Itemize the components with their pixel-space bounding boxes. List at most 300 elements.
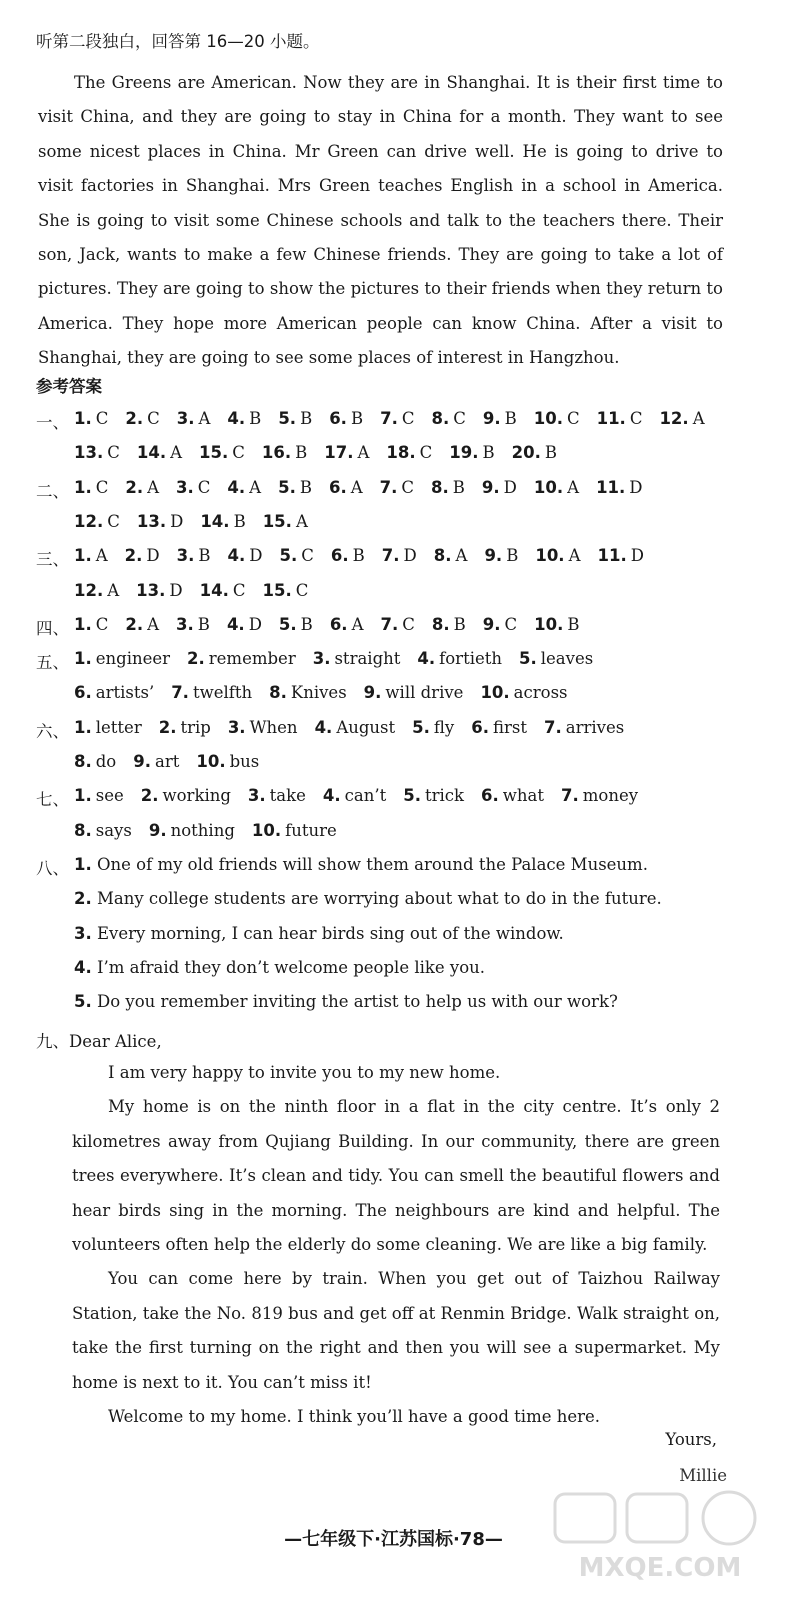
answer-number: 6.: [329, 614, 348, 634]
answer-value: money: [582, 786, 639, 806]
answer-value: twelfth: [192, 683, 253, 703]
answer-number: 3.: [312, 649, 331, 669]
answer-value: art: [155, 752, 180, 771]
sentence-number: 1.: [74, 854, 92, 874]
answer-value: C: [566, 409, 580, 428]
letter-paragraph-3: You can come here by train. When you get out of Taizhou Railway Station, take the No. 819 bus and get off at Renmin Bridge. Walk straight on, take the first turning on the right and then you will see a supermarket. My home is next to it. You can’t miss it!: [72, 1269, 720, 1392]
answer-value: D: [146, 546, 160, 566]
answer-value: D: [170, 511, 184, 531]
answer-number: 8.: [433, 546, 452, 566]
answer-number: 9.: [482, 614, 501, 634]
answer-value: B: [299, 477, 312, 497]
answer-value: B: [544, 443, 558, 463]
answer-value: C: [419, 443, 433, 463]
answer-row: [74, 752, 276, 771]
answer-number: 1.: [74, 546, 92, 566]
answer-value: D: [629, 477, 643, 497]
answer-number: 7.: [381, 546, 400, 566]
answer-item: [534, 478, 579, 497]
answer-item: [141, 786, 231, 805]
answer-item: [534, 615, 579, 634]
answer-number: 10.: [196, 752, 226, 771]
letter-signature: Millie: [679, 1466, 727, 1485]
letter-paragraph-2: My home is on the ninth floor in a flat in the city centre. It’s only 2 kilometres away from Qujiang Building. In our community, there are green trees everywhere. It’s clean and tidy. You can smell the beautiful flowers and hear birds sing in the morning. The neighbours are kind and helpful. The volunteers often help the elderly do some cleaning. We are like a big family.: [72, 1097, 720, 1255]
answer-item: [252, 821, 337, 840]
section-label: 三、: [36, 550, 69, 570]
answer-number: 8.: [431, 614, 450, 634]
answer-value: C: [147, 409, 160, 428]
answer-item: [596, 478, 642, 497]
answer-number: 14.: [136, 443, 167, 463]
answer-value: C: [295, 580, 309, 600]
answer-item: [262, 581, 308, 600]
answer-item: [364, 683, 464, 702]
answer-value: D: [503, 477, 517, 497]
answer-item: [74, 478, 108, 497]
answer-item: [659, 409, 704, 428]
answer-item: [534, 409, 580, 428]
answer-value: A: [295, 511, 308, 531]
answer-value: A: [567, 477, 580, 497]
answer-item: [149, 821, 235, 840]
answer-number: 2.: [125, 614, 144, 634]
answer-value: B: [506, 546, 519, 566]
answer-number: 10.: [534, 614, 564, 634]
answer-number: 20.: [511, 443, 541, 463]
answer-sentence: [74, 855, 648, 874]
answer-value: B: [249, 409, 262, 428]
answer-row: [74, 615, 597, 634]
answer-item: [269, 683, 347, 702]
answer-value: D: [249, 546, 263, 566]
answer-value: working: [162, 786, 231, 806]
answer-number: 4.: [322, 786, 341, 806]
answer-number: 5.: [279, 546, 298, 566]
answer-value: C: [401, 409, 415, 428]
answer-value: letter: [95, 717, 142, 737]
answer-value: B: [350, 409, 364, 428]
answer-number: 15.: [262, 580, 292, 600]
answer-item: [431, 409, 465, 428]
answer-item: [125, 409, 159, 428]
answer-number: 8.: [431, 477, 449, 497]
answer-item: [227, 409, 261, 428]
answer-number: 13.: [136, 511, 167, 531]
answer-value: says: [95, 820, 132, 840]
section-label: 一、: [36, 413, 69, 432]
answer-item: [382, 546, 417, 565]
answer-item: [125, 546, 160, 565]
answer-number: 9.: [482, 409, 501, 428]
answer-number: 17.: [324, 443, 354, 463]
answer-value: August: [336, 717, 396, 737]
answer-value: C: [197, 477, 211, 497]
answer-item: [74, 615, 108, 634]
watermark-text: MXQE.COM: [578, 1553, 742, 1583]
answer-value: C: [504, 614, 518, 634]
answer-item: [263, 512, 308, 531]
answer-item: [227, 478, 261, 497]
answer-item: [598, 546, 644, 565]
answer-sentence: [74, 889, 662, 908]
answer-item: [480, 683, 567, 702]
answer-value: A: [455, 546, 468, 566]
answer-value: C: [401, 477, 415, 497]
answer-value: B: [352, 546, 365, 566]
answer-item: [278, 409, 312, 428]
answer-number: 11.: [597, 546, 627, 566]
answer-number: 4.: [314, 717, 333, 737]
answer-number: 1.: [74, 409, 92, 428]
answer-row: [74, 786, 655, 805]
answer-item: [280, 546, 314, 565]
answer-item: [125, 615, 159, 634]
answer-number: 4.: [226, 614, 245, 634]
answer-item: [471, 718, 527, 737]
answer-item: [412, 718, 454, 737]
answer-row: [74, 409, 722, 428]
answer-item: [380, 478, 414, 497]
answer-value: can’t: [344, 786, 387, 806]
answer-value: A: [249, 477, 262, 497]
answer-number: 4.: [227, 409, 246, 428]
answer-number: 14.: [200, 511, 230, 531]
answer-value: Knives: [290, 683, 347, 703]
answer-value: A: [95, 546, 108, 566]
answer-value: will drive: [385, 683, 464, 703]
answer-item: [512, 443, 557, 462]
section-8-label: 八、: [36, 858, 69, 878]
answer-value: C: [95, 409, 109, 428]
answer-item: [483, 409, 517, 428]
answer-item: [177, 409, 211, 428]
answer-number: 6.: [330, 546, 349, 566]
answer-item: [74, 443, 120, 462]
answer-value: future: [285, 820, 337, 840]
sentence-text: Every morning, I can hear birds sing out of the window.: [91, 923, 564, 943]
sentence-text: Many college students are worrying about what to do in the future.: [91, 889, 662, 909]
answer-number: 16.: [261, 443, 292, 463]
sentence-text: I’m afraid they don’t welcome people like you.: [91, 957, 486, 977]
answer-number: 3.: [176, 409, 195, 428]
answer-value: B: [300, 409, 313, 428]
answer-value: C: [107, 443, 120, 463]
sentence-number: 4.: [74, 957, 92, 977]
answer-item: [177, 546, 211, 565]
answer-item: [434, 546, 468, 565]
answer-number: 19.: [449, 443, 479, 463]
answer-number: 10.: [480, 683, 510, 703]
answer-item: [74, 718, 142, 737]
answer-number: 3.: [227, 717, 246, 737]
answer-number: 6.: [471, 717, 489, 737]
answer-number: 2.: [140, 786, 159, 806]
answer-row: [74, 649, 610, 668]
answer-number: 10.: [533, 477, 564, 497]
answer-item: [137, 443, 182, 462]
answer-value: B: [198, 546, 211, 566]
answer-item: [176, 478, 210, 497]
answer-number: 7.: [379, 477, 398, 497]
answer-number: 5.: [519, 649, 537, 669]
answer-value: do: [95, 752, 117, 771]
answer-number: 13.: [74, 443, 104, 463]
answer-item: [74, 581, 119, 600]
answer-number: 2.: [125, 477, 144, 497]
answer-item: [403, 786, 464, 805]
answer-value: A: [107, 580, 120, 600]
letter-closing: Yours,: [665, 1430, 717, 1449]
answer-item: [386, 443, 432, 462]
answer-number: 2.: [187, 649, 205, 669]
monologue-block: [38, 66, 723, 376]
answer-item: [248, 786, 306, 805]
answer-value: A: [147, 477, 160, 497]
answer-number: 9.: [481, 477, 500, 497]
answer-row: [74, 478, 660, 497]
answer-number: 6.: [481, 786, 499, 806]
answer-value: take: [269, 786, 306, 806]
answer-item: [159, 718, 211, 737]
answer-value: D: [630, 546, 644, 566]
answer-row: [74, 443, 574, 462]
answer-value: C: [453, 409, 466, 428]
answer-number: 2.: [158, 717, 177, 737]
answer-number: 8.: [431, 409, 450, 428]
answer-value: C: [232, 580, 246, 600]
answer-number: 1.: [74, 786, 92, 806]
answer-item: [176, 615, 210, 634]
answer-value: C: [402, 614, 415, 634]
answer-row: [74, 683, 585, 702]
answer-value: first: [492, 717, 527, 737]
answer-value: D: [403, 546, 417, 566]
answer-value: B: [300, 614, 313, 634]
answer-row: [74, 581, 325, 600]
letter-body: [72, 1056, 720, 1434]
answer-number: 12.: [74, 511, 104, 531]
answer-item: [483, 615, 517, 634]
answer-value: A: [147, 614, 160, 634]
answer-number: 9.: [363, 683, 382, 703]
answer-value: C: [301, 546, 314, 566]
answer-number: 9.: [148, 820, 167, 840]
answer-number: 1.: [74, 649, 92, 669]
answer-item: [417, 649, 502, 668]
answer-value: engineer: [95, 649, 171, 669]
answer-sentence: [74, 924, 564, 943]
answer-item: [329, 478, 363, 497]
answer-value: A: [350, 477, 363, 497]
answer-number: 6.: [328, 477, 347, 497]
watermark-logo: [545, 1486, 775, 1586]
answer-item: [200, 512, 245, 531]
answer-value: B: [233, 511, 246, 531]
answer-number: 12.: [74, 580, 104, 600]
answer-value: A: [568, 546, 581, 566]
answer-number: 5.: [278, 477, 296, 497]
letter-salutation: Dear Alice,: [69, 1032, 162, 1051]
letter-paragraph-4: Welcome to my home. I think you’ll have a good time here.: [108, 1407, 601, 1427]
section-9-label: 九、: [36, 1032, 69, 1051]
answer-item: [200, 581, 246, 600]
answer-item: [74, 786, 124, 805]
answer-value: fly: [433, 717, 455, 737]
answer-value: D: [248, 614, 262, 634]
answer-item: [449, 443, 494, 462]
answer-item: [597, 409, 643, 428]
answer-number: 13.: [136, 580, 166, 600]
answer-value: D: [169, 580, 183, 600]
answer-number: 9.: [484, 546, 503, 566]
answer-number: 14.: [199, 580, 229, 600]
answer-item: [136, 581, 182, 600]
answer-number: 3.: [247, 786, 266, 806]
answer-value: B: [452, 477, 465, 497]
answer-value: C: [107, 511, 120, 531]
answer-item: [74, 821, 132, 840]
answer-item: [279, 615, 313, 634]
answer-item: [519, 649, 593, 668]
sentence-number: 5.: [74, 992, 92, 1012]
answer-number: 1.: [74, 614, 92, 634]
answer-value: B: [295, 443, 308, 463]
answer-item: [432, 615, 466, 634]
answer-item: [481, 786, 544, 805]
answer-number: 1.: [74, 717, 92, 737]
answer-number: 4.: [227, 477, 246, 497]
answer-item: [535, 546, 580, 565]
answer-number: 10.: [533, 409, 563, 428]
answer-item: [278, 478, 312, 497]
answer-value: B: [482, 443, 495, 463]
answer-value: artists’: [95, 683, 155, 703]
answer-value: bus: [229, 752, 260, 771]
answer-item: [331, 546, 365, 565]
answer-number: 12.: [659, 409, 689, 428]
answer-value: remember: [208, 649, 296, 669]
answer-row: [74, 718, 641, 737]
answer-item: [329, 409, 363, 428]
answer-number: 7.: [171, 683, 189, 703]
answer-number: 15.: [262, 511, 292, 531]
sentence-number: 3.: [74, 923, 92, 943]
answer-number: 5.: [403, 786, 421, 806]
answer-number: 5.: [412, 717, 430, 737]
answer-item: [262, 443, 307, 462]
answer-item: [133, 752, 179, 771]
answer-item: [74, 649, 170, 668]
answer-value: A: [692, 409, 705, 428]
answer-number: 2.: [125, 409, 144, 428]
answer-item: [228, 546, 263, 565]
answer-item: [324, 443, 369, 462]
answer-number: 9.: [133, 752, 151, 771]
sentence-text: Do you remember inviting the artist to help us with our work?: [91, 992, 618, 1012]
answer-value: arrives: [565, 717, 625, 737]
answer-item: [196, 752, 259, 771]
answer-row: [74, 512, 325, 531]
answer-number: 11.: [596, 477, 626, 497]
letter-paragraph-1: I am very happy to invite you to my new home.: [108, 1063, 501, 1082]
sentence-text: One of my old friends will show them around the Palace Museum.: [91, 854, 648, 874]
section-label: 七、: [36, 790, 69, 810]
answer-item: [313, 649, 401, 668]
answer-row: [74, 546, 661, 565]
section-label: 二、: [36, 481, 69, 501]
listening-heading: 听第二段独白，回答第 16—20 小题。: [36, 32, 320, 51]
answer-item: [228, 718, 298, 737]
answer-value: A: [357, 443, 370, 463]
section-label: 四、: [36, 618, 69, 638]
answer-value: C: [629, 409, 643, 428]
answer-value: nothing: [170, 820, 235, 840]
answer-number: 18.: [386, 443, 416, 463]
section-label: 五、: [36, 653, 69, 673]
answer-value: A: [198, 409, 211, 428]
answer-item: [74, 546, 108, 565]
answer-item: [330, 615, 364, 634]
answer-item: [431, 478, 465, 497]
answer-number: 7.: [380, 409, 398, 428]
answer-row: [74, 821, 354, 840]
sentence-number: 2.: [74, 889, 92, 909]
answer-item: [137, 512, 183, 531]
answer-item: [74, 512, 120, 531]
answer-value: When: [249, 717, 298, 737]
answer-item: [171, 683, 252, 702]
answer-item: [315, 718, 396, 737]
answer-item: [544, 718, 624, 737]
answer-value: C: [232, 443, 245, 463]
answer-value: B: [567, 614, 580, 634]
answer-item: [74, 683, 154, 702]
answer-number: 5.: [278, 614, 297, 634]
answer-item: [74, 409, 108, 428]
answer-number: 4.: [227, 546, 246, 566]
answer-item: [227, 615, 262, 634]
answer-item: [561, 786, 638, 805]
answer-number: 6.: [74, 683, 92, 703]
answer-value: leaves: [540, 649, 594, 669]
section-label: 六、: [36, 721, 69, 741]
answer-item: [482, 478, 517, 497]
answer-number: 11.: [596, 409, 626, 428]
answer-number: 8.: [74, 752, 92, 771]
answer-number: 7.: [380, 614, 399, 634]
answer-value: fortieth: [439, 649, 502, 669]
answer-item: [380, 409, 414, 428]
answer-number: 7.: [543, 717, 562, 737]
answers-title: 参考答案: [36, 377, 102, 396]
answer-value: trick: [425, 786, 465, 806]
answer-item: [187, 649, 296, 668]
answer-item: [125, 478, 159, 497]
answer-value: across: [513, 683, 568, 703]
answer-number: 8.: [74, 820, 92, 840]
answer-value: see: [95, 786, 124, 806]
answer-number: 8.: [269, 683, 287, 703]
monologue-text: The Greens are American. Now they are in Shanghai. It is their first time to visit China, and they are going to stay in China for a month. They want to see some nicest places in China. Mr Green can drive well. He is going to drive to visit factories in Shanghai. Mrs Green teaches English in a school in America. She is going to visit some Chinese schools and talk to the teachers there. Their son, Jack, wants to make a few Chinese friends. They are going to take a lot of pictures. They are going to show the pictures to their friends when they return to America. They hope more American people can know China. After a visit to Shanghai, they are going to see some places of interest in Hangzhou.: [38, 73, 723, 368]
answer-value: C: [95, 477, 109, 497]
answer-item: [380, 615, 414, 634]
answer-number: 2.: [124, 546, 143, 566]
answer-number: 15.: [199, 443, 229, 463]
answer-item: [484, 546, 518, 565]
answer-item: [199, 443, 245, 462]
page-footer: —七年级下·江苏国标·78—: [284, 1529, 503, 1550]
answer-sentence: [74, 958, 485, 977]
